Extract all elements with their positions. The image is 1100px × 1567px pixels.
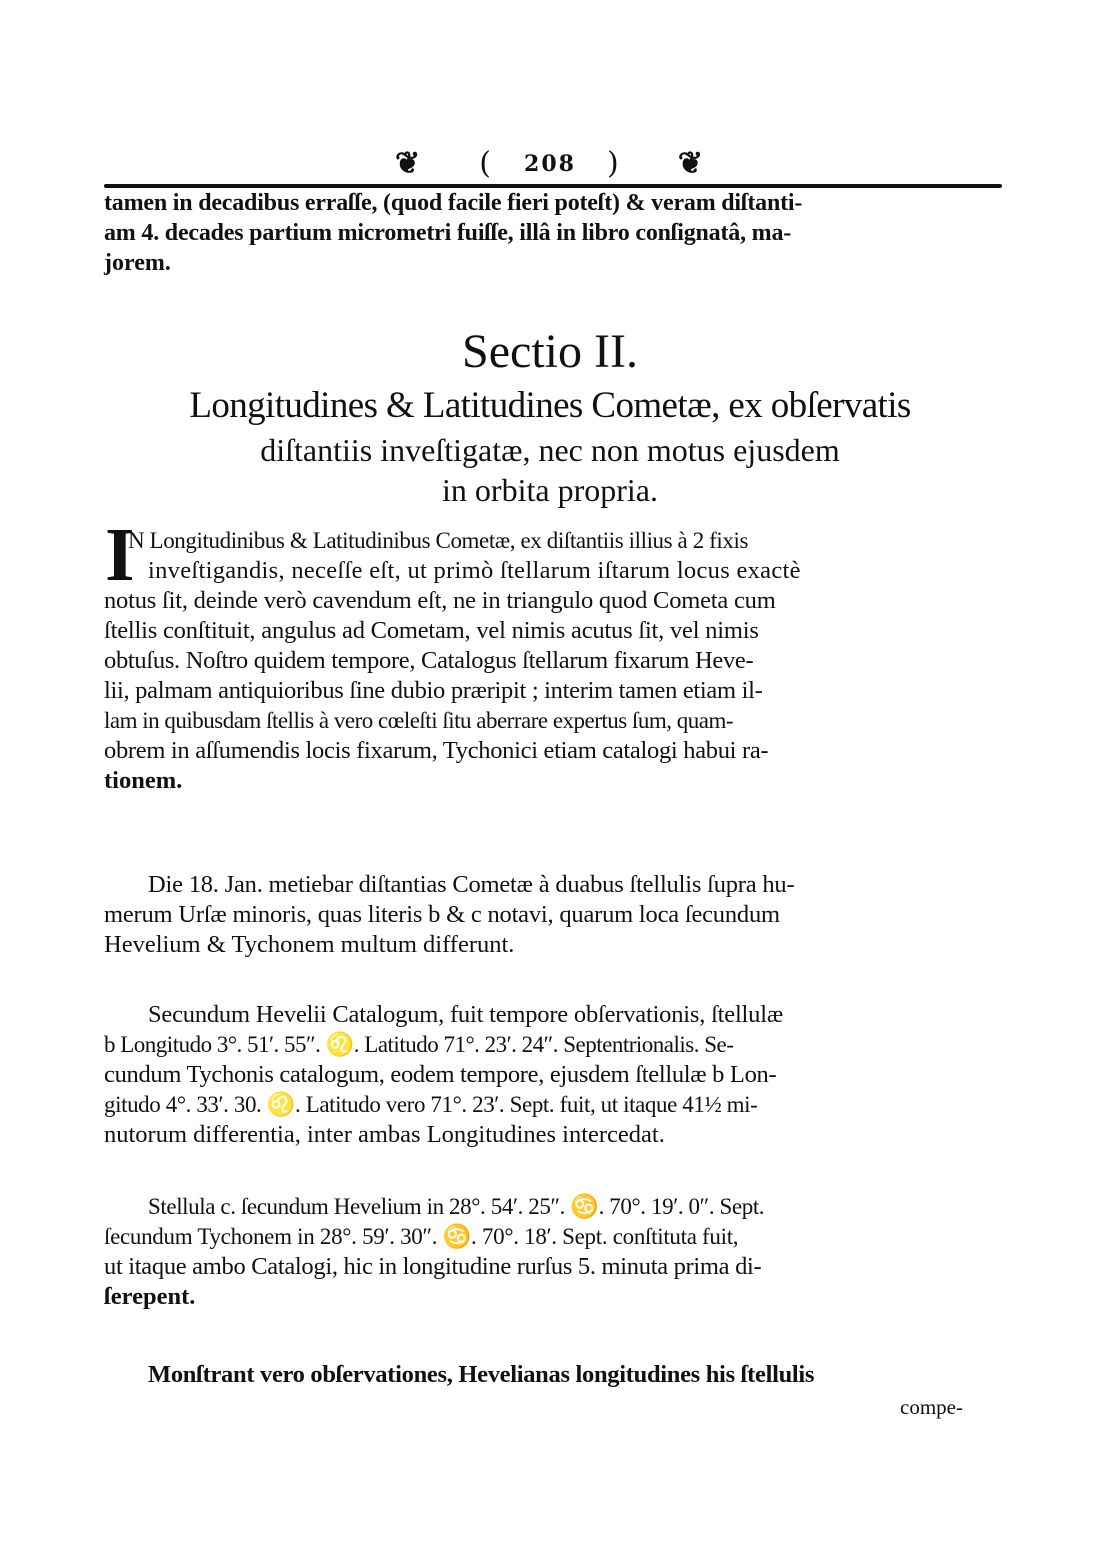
running-header	[0, 146, 1100, 186]
section-subtitle-line: diſtantiis inveſtigatæ, nec non motus ejusdem	[260, 432, 840, 468]
text-line: ſerepent.	[104, 1283, 196, 1310]
text-line: lii, palmam antiquioribus ſine dubio præripit ; interim tamen etiam il-	[104, 677, 763, 704]
section-subtitle-line: in orbita propria.	[442, 472, 658, 508]
text-line: Stellula c. ſecundum Hevelium in 28°. 54′. 25″. ♋. 70°. 19′. 0″. Sept.	[148, 1194, 765, 1219]
paren-open: (	[479, 146, 493, 181]
text-line: obtuſus. Noſtro quidem tempore, Catalogus ſtellarum fixarum Heve-	[104, 647, 754, 674]
paren-close: )	[607, 146, 621, 181]
text-line: notus ſit, deinde verò cavendum eſt, ne in triangulo quod Cometa cum	[104, 587, 776, 614]
text-line: am 4. decades partium micrometri fuiſſe, illâ in libro conſignatâ, ma-	[104, 220, 792, 246]
text-line: obrem in aſſumendis locis fixarum, Tychonici etiam catalogi habui ra-	[104, 737, 769, 764]
text-line: N Longitudinibus & Latitudinibus Cometæ, ex diſtantiis illius à 2 fixis	[128, 528, 749, 553]
page-number: 208	[524, 150, 576, 177]
text-line: nutorum differentia, inter ambas Longitudines intercedat.	[104, 1121, 665, 1148]
drop-cap: I	[105, 513, 135, 597]
text-line: inveſtigandis, neceſſe eſt, ut primò ſtellarum iſtarum locus exactè	[148, 557, 801, 584]
text-line: tionem.	[104, 767, 183, 794]
text-line: jorem.	[104, 250, 171, 276]
text-line: tamen in decadibus erraſſe, (quod facile fieri poteſt) & veram diſtanti-	[104, 190, 803, 216]
text-line: ut itaque ambo Catalogi, hic in longitudine rurſus 5. minuta prima di-	[104, 1253, 762, 1280]
text-line: Secundum Hevelii Catalogum, fuit tempore obſervationis, ſtellulæ	[148, 1001, 783, 1028]
text-line: cundum Tychonis catalogum, eodem tempore, ejusdem ſtellulæ b Lon-	[104, 1061, 777, 1088]
text-line: Die 18. Jan. metiebar diſtantias Cometæ à duabus ſtellulis ſupra hu-	[148, 871, 795, 898]
section-subtitle-line: Longitudines & Latitudines Cometæ, ex obſervatis	[189, 385, 911, 426]
fleuron-right-icon: ❦	[677, 146, 705, 181]
section-title: Sectio II.	[462, 325, 638, 378]
catchword: compe-	[900, 1395, 963, 1419]
text-line: merum Urſæ minoris, quas literis b & c notavi, quarum loca ſecundum	[104, 901, 780, 928]
text-line: ſecundum Tychonem in 28°. 59′. 30″. ♋. 70°. 18′. Sept. conſtituta fuit,	[104, 1224, 739, 1249]
text-line: Monſtrant vero obſervationes, Hevelianas longitudines his ſtellulis	[148, 1361, 815, 1388]
text-line: lam in quibusdam ſtellis à vero cœleſti ſitu aberrare expertus ſum, quam-	[104, 708, 734, 733]
text-line: gitudo 4°. 33′. 30. ♌. Latitudo vero 71°. 23′. Sept. fuit, ut itaque 41½ mi-	[104, 1092, 758, 1117]
fleuron-left-icon: ❦	[395, 146, 423, 181]
text-line: ſtellis conſtituit, angulus ad Cometam, vel nimis acutus ſit, vel nimis	[104, 617, 759, 644]
text-line: b Longitudo 3°. 51′. 55″. ♌. Latitudo 71°. 23′. 24″. Septentrionalis. Se-	[104, 1032, 734, 1057]
text-line: Hevelium & Tychonem multum differunt.	[104, 931, 515, 958]
